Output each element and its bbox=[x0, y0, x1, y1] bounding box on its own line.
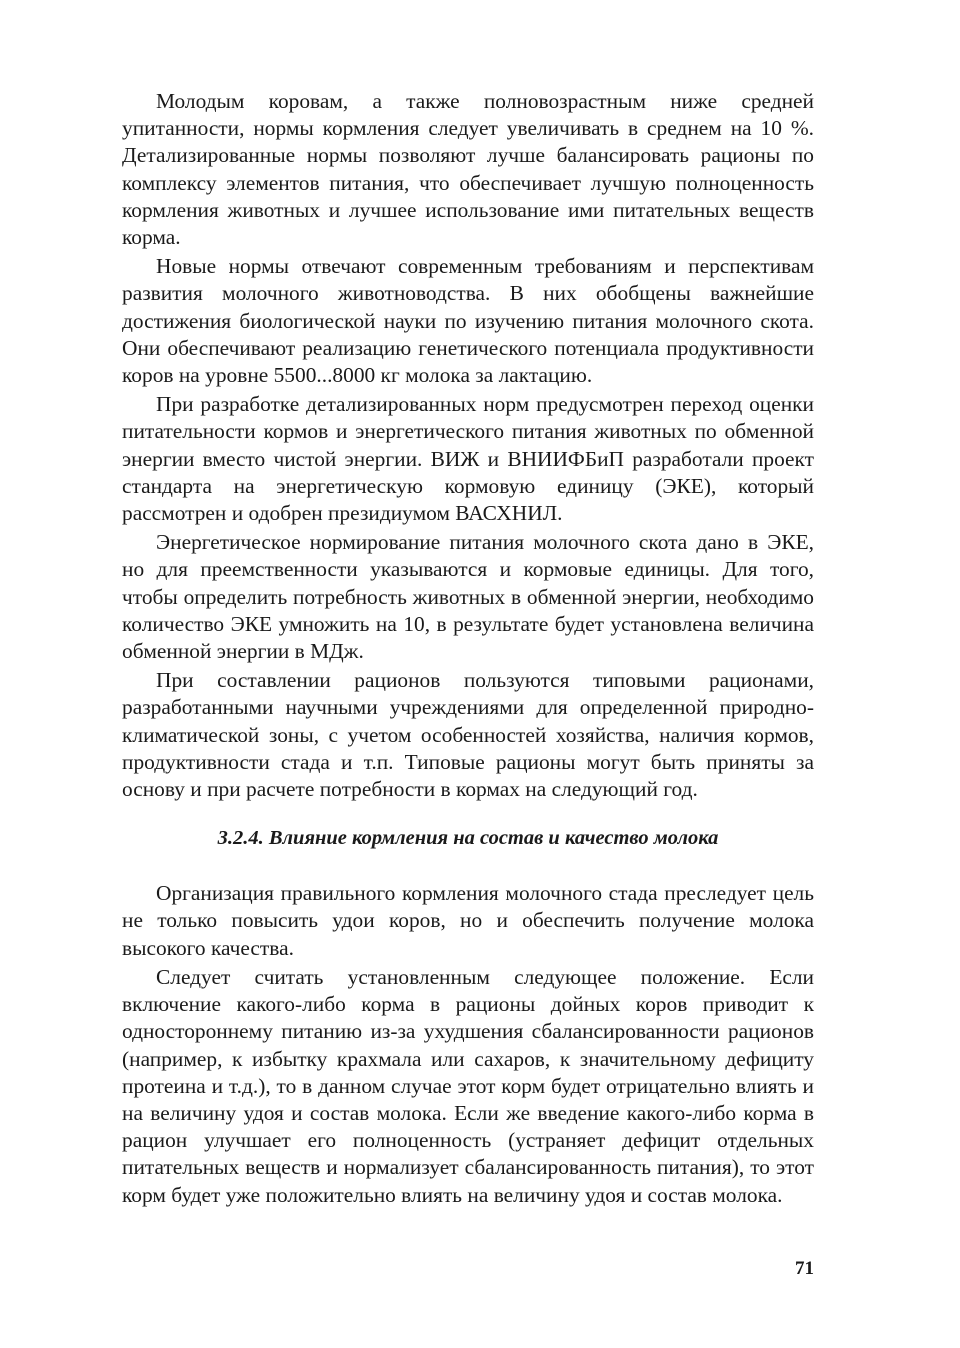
paragraph-2: Новые нормы отвечают современным требованиям и перспективам развития молочного животноводства. В них обобщены важнейшие достижения биологической науки по изучению питания молочного скота. Они обеспечивают реализацию генетического потенциала продуктивности коров на уровне 5500...8000 кг молока за лактацию. bbox=[122, 254, 814, 388]
paragraph-4: Энергетическое нормирование питания молочного скота дано в ЭКЕ, но для преемственности указываются и кормовые единицы. Для того, чтобы определить потребность животных в обменной энергии, необходимо количество ЭКЕ умножить на 10, в результате будет установлена величина обменной энергии в МДж. bbox=[122, 530, 814, 664]
paragraph-1: Молодым коровам, а также полновозрастным ниже средней упитанности, нормы кормления следует увеличивать в среднем на 10 %. Детализированные нормы позволяют лучше балансировать рационы по комплексу элементов питания, что обеспечивает лучшую полноценность кормления животных и лучшее использование ими питательных веществ корма. bbox=[122, 89, 814, 250]
paragraph-7: Следует считать установленным следующее положение. Если включение какого-либо корма в рационы дойных коров приводит к одностороннему питанию из-за ухудшения сбалансированности рационов (например, к избытку крахмала или сахаров, к значительному дефициту протеина и т.д.), то в данном случае этот корм будет отрицательно влиять и на величину удоя и состав молока. Если же введение какого-либо корма в рацион улучшает его полноценность (устраняет дефицит отдельных питательных веществ и нормализует сбалансированность питания), то этот корм будет уже положительно влиять на величину удоя и состав молока. bbox=[122, 964, 814, 1207]
page-body bbox=[122, 88, 814, 1209]
page-number: 71 bbox=[795, 1258, 814, 1279]
paragraph-5: При составлении рационов пользуются типовыми рационами, разработанными научными учреждениями для определенной природно-климатической зоны, с учетом особенностей хозяйства, наличия кормов, продуктивности стада и т.п. Типовые рационы могут быть приняты за основу и при расчете потребности в кормах на следующий год. bbox=[122, 668, 814, 802]
paragraph-3: При разработке детализированных норм предусмотрен переход оценки питательности кормов и энергетического питания животных по обменной энергии вместо чистой энергии. ВИЖ и ВНИИФБиП разработали проект стандарта на энергетическую кормовую единицу (ЭКЕ), который рассмотрен и одобрен президиумом ВАСХНИЛ. bbox=[122, 392, 814, 526]
paragraph-6: Организация правильного кормления молочного стада преследует цель не только повысить удои коров, но и обеспечить получение молока высокого качества. bbox=[122, 881, 814, 960]
section-heading: 3.2.4. Влияние кормления на состав и качество молока bbox=[217, 827, 719, 850]
